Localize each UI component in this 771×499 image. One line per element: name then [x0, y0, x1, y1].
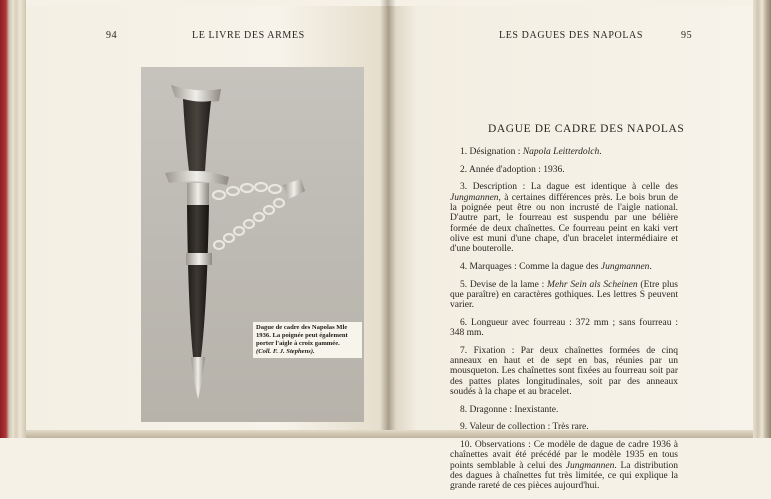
- list-item: 10. Observations : Ce modèle de dague de cadre 1936 à chaînettes avait été précédé par le modèle 1935 en tous points semblable à celui des Jungmannen. La distribution des dagues à chaînettes fut très limitée, ce qui explique la grande rareté de ces pièces aujourd'hui.: [450, 440, 679, 492]
- list-item: 6. Longueur avec fourreau : 372 mm ; sans fourreau : 348 mm.: [450, 317, 678, 339]
- dagger-photograph: [141, 67, 364, 422]
- list-item: 2. Année d'adoption : 1936.: [460, 164, 565, 175]
- book-edge-left: [0, 0, 26, 438]
- left-running-title: LE LIVRE DES ARMES: [192, 30, 305, 41]
- photo-caption: [253, 322, 362, 358]
- list-item: 5. Devise de la lame : Mehr Sein als Scheinen (Etre plus que paraître) en caractères gothiques. Les lettres S peuvent varier.: [450, 279, 678, 311]
- list-item: 7. Fixation : Par deux chaînettes formées de cinq anneaux en haut et de sept en bas, réunies par un mousqueton. Les chaînettes sont fixées au fourreau soit par des pattes plates longitudinales, soit par des anneaux soudés à la chape et au bracelet.: [450, 345, 679, 397]
- list-item: 9. Valeur de collection : Très rare.: [460, 422, 589, 433]
- section-title: DAGUE DE CADRE DES NAPOLAS: [488, 123, 685, 135]
- left-page-number: 94: [106, 30, 118, 41]
- caption-credit: (Coll. F. J. Stephens).: [256, 348, 315, 355]
- list-item: 8. Dragonne : Inexistante.: [460, 404, 559, 415]
- list-item: 3. Description : La dague est identique à celle des Jungmannen, à certaines différences près. Le bois brun de la poignée peut être ou non incrusté de l'aigle national. D'autre part, le fourreau est suspendu par une bélière formée de deux chaînettes. Ce fourreau peint en kaki vert olive est muni d'une chape, d'un bracelet intermédiaire et d'une bouterolle.: [450, 182, 678, 255]
- caption-text: Dague de cadre des Napolas Mle 1936. La poignée peut également porter l'aigle à croix gammée.: [256, 324, 348, 347]
- book-gutter: [380, 0, 396, 438]
- article-body: [450, 147, 678, 499]
- right-page-number: 95: [681, 30, 693, 41]
- list-item: 1. Désignation : Napola Leitterdolch.: [460, 147, 602, 157]
- list-item: 4. Marquages : Comme la dague des Jungmannen.: [460, 261, 652, 272]
- right-running-title: LES DAGUES DES NAPOLAS: [499, 30, 644, 41]
- book-edge-right: [753, 0, 771, 438]
- dagger-illustration: [141, 67, 364, 422]
